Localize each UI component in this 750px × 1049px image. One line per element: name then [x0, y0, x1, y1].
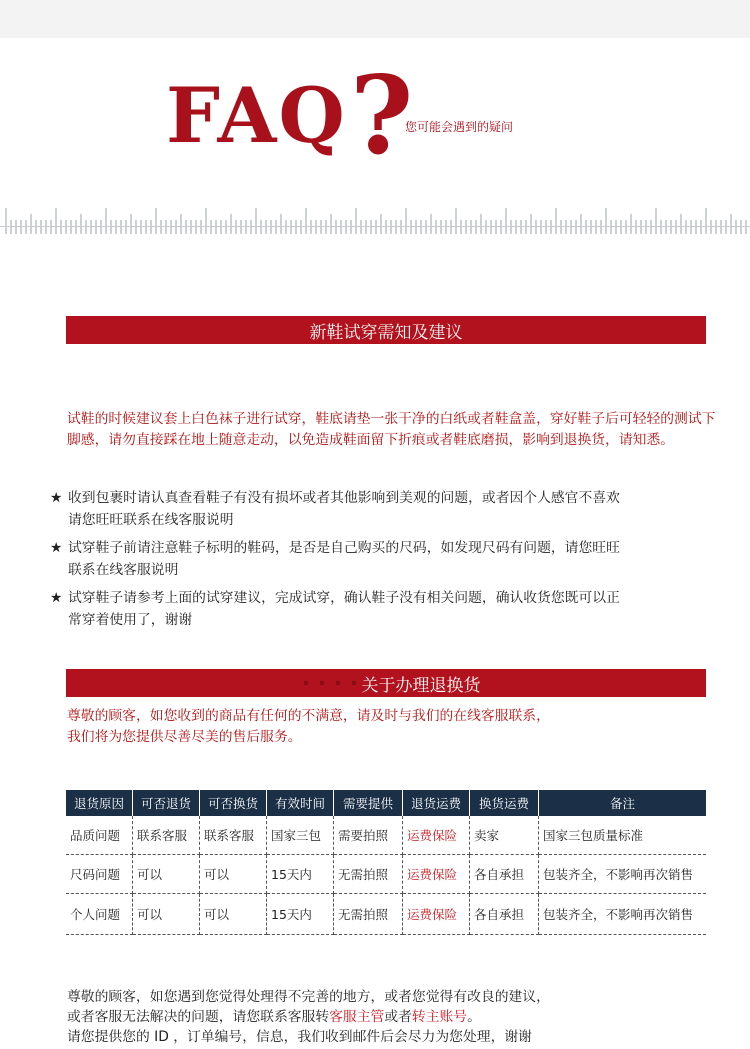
column-header: 需要提供 — [334, 790, 403, 816]
table-cell: 联系客服 — [200, 816, 267, 855]
return-policy-table — [66, 790, 706, 935]
column-header: 有效时间 — [267, 790, 334, 816]
ruler-ticks — [0, 200, 750, 240]
tip-item: ★ 收到包裹时请认真查看鞋子有没有损坏或者其他影响到美观的问题，或者因个人感官不喜欢 请您旺旺联系在线客服说明 — [50, 487, 716, 531]
table-cell: 包装齐全，不影响再次销售 — [539, 894, 707, 935]
table-header-row — [66, 790, 706, 816]
column-header: 退货原因 — [66, 790, 133, 816]
column-header: 退货运费 — [403, 790, 470, 816]
table-cell: 联系客服 — [133, 816, 200, 855]
table-cell: 15天内 — [267, 894, 334, 935]
table-cell: 无需拍照 — [334, 894, 403, 935]
star-icon: ★ — [50, 590, 63, 606]
ruler-divider — [0, 200, 750, 240]
returns-contact-text: 尊敬的顾客，如您收到的商品有任何的不满意，请及时与我们的在线客服联系， 我们将为您提供尽善尽美的售后服务。 — [67, 708, 550, 745]
section-title-returns: 关于办理退换货 — [361, 675, 481, 696]
column-header: 备注 — [539, 790, 707, 816]
table-cell: 15天内 — [267, 855, 334, 894]
table-cell: 包装齐全，不影响再次销售 — [539, 855, 707, 894]
table-cell: 个人问题 — [66, 894, 133, 935]
table-cell: 尺码问题 — [66, 855, 133, 894]
section-title-trial: 新鞋试穿需知及建议 — [309, 322, 463, 343]
star-icon: ★ — [50, 490, 63, 506]
trial-intro-text: 试鞋的时候建议套上白色袜子进行试穿，鞋底请垫一张干净的白纸或者鞋盒盖，穿好鞋子后可轻轻的测试下脚感，请勿直接踩在地上随意走动，以免造成鞋面留下折痕或者鞋底磨损，影响到退换货，请知悉。 — [67, 411, 716, 448]
table-cell: 可以 — [133, 894, 200, 935]
table-cell: 国家三包 — [267, 816, 334, 855]
supervisor-highlight: 客服主管 — [329, 1009, 385, 1025]
table-cell: 各自承担 — [470, 855, 539, 894]
table-row — [66, 894, 706, 935]
column-header: 换货运费 — [470, 790, 539, 816]
table-cell: 运费保险 — [403, 816, 470, 855]
table-cell: 需要拍照 — [334, 816, 403, 855]
table-cell: 运费保险 — [403, 894, 470, 935]
main-account-highlight: 转主账号 — [411, 1009, 468, 1025]
table-cell: 运费保险 — [403, 855, 470, 894]
table-cell: 各自承担 — [470, 894, 539, 935]
decorative-dots — [304, 681, 356, 685]
section-header-trial — [66, 316, 706, 344]
top-band — [0, 0, 750, 38]
table-cell: 可以 — [200, 894, 267, 935]
faq-subtitle: 您可能会遇到的疑问 — [405, 120, 514, 134]
faq-title: FAQ — [166, 71, 347, 160]
table-cell: 品质问题 — [66, 816, 133, 855]
star-icon: ★ — [50, 540, 63, 556]
table-row — [66, 816, 706, 855]
table-cell: 可以 — [133, 855, 200, 894]
table-row — [66, 855, 706, 894]
table-cell: 国家三包质量标准 — [539, 816, 707, 855]
column-header: 可否换货 — [200, 790, 267, 816]
feedback-footer: 尊敬的顾客，如您遇到您觉得处理得不完善的地方，或者您觉得有改良的建议， 或者客服无法解决的问题，请您联系客服转客服主管或者转主账号。 请您提供您的 ID ，订单编号，信息，我们收到邮件后会尽力为您处理，谢谢 — [67, 989, 550, 1045]
table-cell: 无需拍照 — [334, 855, 403, 894]
column-header: 可否退货 — [133, 790, 200, 816]
table-cell: 可以 — [200, 855, 267, 894]
tip-item: ★ 试穿鞋子请参考上面的试穿建议，完成试穿，确认鞋子没有相关问题，确认收货您既可以正 常穿着使用了，谢谢 — [50, 587, 716, 631]
tip-item: ★ 试穿鞋子前请注意鞋子标明的鞋码，是否是自己购买的尺码，如发现尺码有问题，请您旺旺 联系在线客服说明 — [50, 537, 716, 581]
question-mark-icon: ? — [350, 53, 414, 179]
table-cell: 卖家 — [470, 816, 539, 855]
section-header-returns — [66, 669, 706, 697]
